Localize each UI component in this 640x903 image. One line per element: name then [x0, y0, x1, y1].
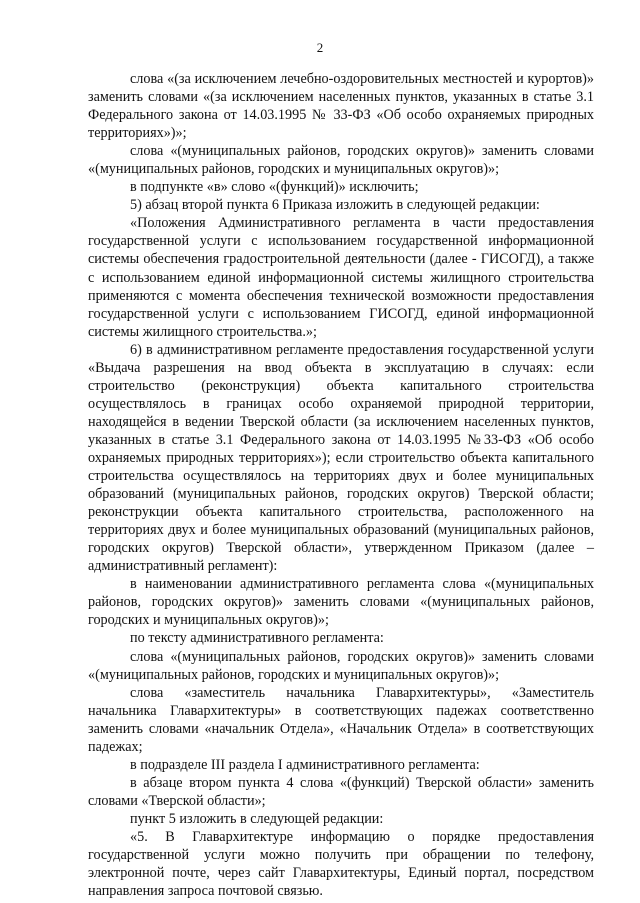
paragraph: в подразделе III раздела I административного регламента: — [130, 756, 480, 773]
paragraph: «5. В Главархитектуре информацию о порядке предоставления государственной услуги можно получить при обращении по телефону, электронной почте, через сайт Главархитектуры, Единый портал, посредством направления запроса почтовой связью. — [88, 828, 594, 900]
paragraph: 6) в административном регламенте предоставления государственной услуги «Выдача разрешения на ввод объекта в эксплуатацию в случаях: если строительство (реконструкция) объекта капитального строительства осуществлялось в границах особо охраняемой природной территории, находящейся в ведении Тверской области (за исключением населенных пунктов, указанных в статье 3.1 Федерального закона от 14.03.1995 №33-ФЗ «Об особо охраняемых природных территориях»); если строительство объекта капитального строительства осуществлялось на территориях двух и более муниципальных образований (муниципальных районов, городских округов) Тверской области; реконструкции объекта капитального строительства, расположенного на территориях двух и более муниципальных образований (муниципальных районов, городских округов) Тверской области», утвержденном Приказом (далее – административный регламент): — [88, 341, 594, 575]
page-number: 2 — [316, 40, 324, 55]
paragraph: в наименовании административного регламента слова «(муниципальных районов, городских округов)» заменить словами «(муниципальных районов, городских и муниципальных округов)»; — [88, 576, 594, 629]
paragraph: пункт 5 изложить в следующей редакции: — [130, 810, 384, 827]
paragraph: по тексту административного регламента: — [130, 630, 384, 647]
paragraph: 5) абзац второй пункта 6 Приказа изложить в следующей редакции: — [130, 197, 540, 214]
paragraph: в подпункте «в» слово «(функций)» исключить; — [130, 179, 419, 196]
paragraph: «Положения Административного регламента в части предоставления государственной услуги с использованием государственной информационной системы обеспечения градостроительной деятельности (далее - ГИСОГД), а также с использованием единой информационной системы жилищного строительства применяются с момента обеспечения технической возможности предоставления государственной услуги с использованием ГИСОГД, единой информационной системы жилищного строительства.»; — [88, 215, 594, 340]
paragraph: слова «заместитель начальника Главархитектуры», «Заместитель начальника Главархитектуры» в соответствующих падежах соответственно заменить словами «начальник Отдела», «Начальник Отдела» в соответствующих падежах; — [88, 684, 594, 755]
paragraph: в абзаце втором пункта 4 слова «(функций) Тверской области» заменить словами «Тверской области»; — [88, 774, 594, 809]
paragraph: слова «(муниципальных районов, городских округов)» заменить словами «(муниципальных районов, городских и муниципальных округов)»; — [88, 648, 594, 683]
paragraph: слова «(муниципальных районов, городских округов)» заменить словами «(муниципальных районов, городских и муниципальных округов)»; — [88, 143, 594, 178]
paragraph: слова «(за исключением лечебно-оздоровительных местностей и курортов)» заменить словами «(за исключением населенных пунктов, указанных в статье 3.1 Федерального закона от 14.03.1995 № 33-ФЗ «Об особо охраняемых природных территориях»)»; — [88, 71, 594, 142]
document-body — [88, 70, 594, 900]
